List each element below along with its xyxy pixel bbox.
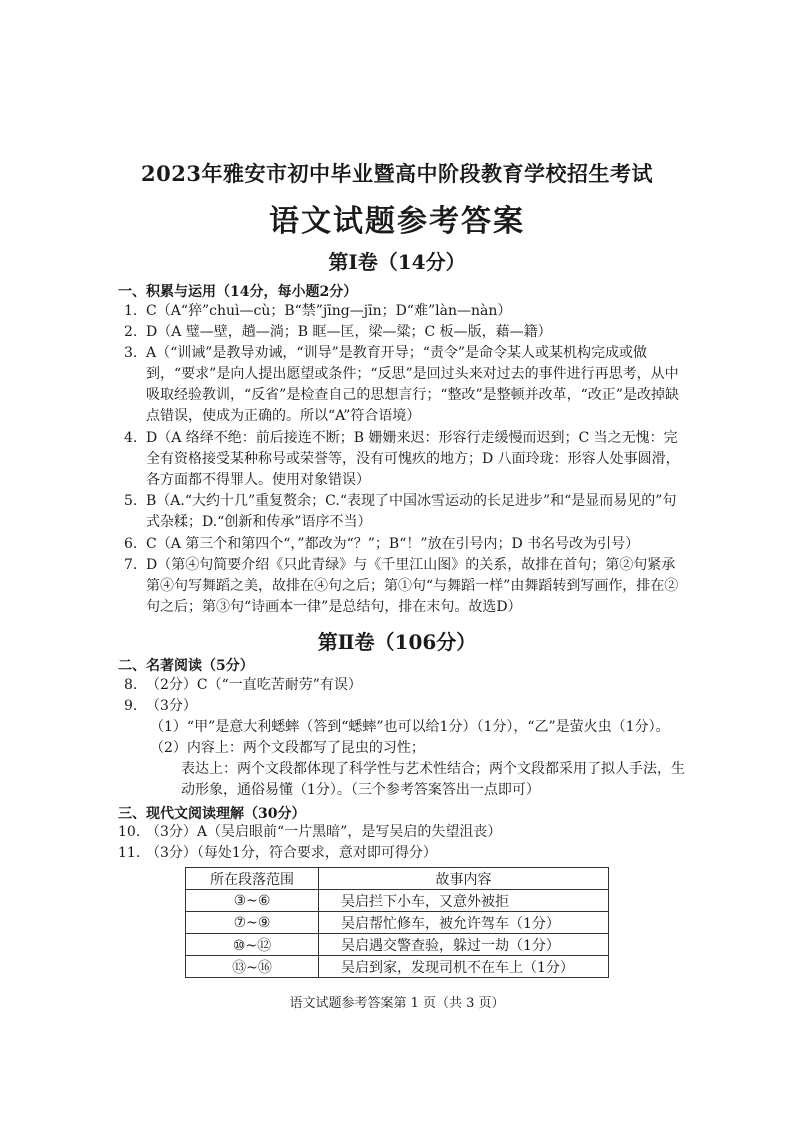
answer-9-part1: （1）“甲”是意大利蟋蟀（答到“蟋蟀”也可以给1分）（1分），“乙”是萤火虫（1分）。 <box>150 719 670 735</box>
item-number: 7. <box>124 557 138 573</box>
story-table <box>185 867 609 978</box>
item-number: 1. <box>124 303 138 319</box>
page-footer: 语文试题参考答案第 1 页（共 3 页） <box>289 996 505 1011</box>
answer-item-11 <box>118 843 678 864</box>
answer-item-8 <box>124 675 684 696</box>
answer-item-1 <box>124 301 684 322</box>
answer-item-3 <box>124 343 684 427</box>
item-number: 2. <box>124 324 138 340</box>
item-text: （3分）（每处1分，符合要求，意对即可得分） <box>146 845 437 861</box>
table-row <box>186 956 609 978</box>
part1-heading: 第Ⅰ卷（14分） <box>328 250 466 274</box>
answer-item-5 <box>124 491 684 533</box>
answer-item-9 <box>124 696 684 717</box>
table-row <box>186 890 609 912</box>
item-text: D（A 璧—壁，趟—淌；B 眶—匡，梁—粱；C 板—版，藉—籍） <box>146 324 552 340</box>
item-text: B（A.“大约十几”重复赘余；C.“表现了中国冰雪运动的长足进步”和“是显而易见的”句式杂糅；D.“创新和传承”语序不当） <box>146 493 677 530</box>
section2-heading: 二、名著阅读（5分） <box>118 658 254 674</box>
item-number: 4. <box>124 430 138 446</box>
part2-heading: 第Ⅱ卷（106分） <box>317 630 477 654</box>
answer-item-10 <box>118 822 678 843</box>
item-number: 11. <box>118 845 141 861</box>
table-cell: 吴启遇交警查验，躲过一劫（1分） <box>319 934 609 956</box>
item-text: （3分） <box>146 698 197 714</box>
item-text: D（A 络绎不绝：前后接连不断；B 姗姗来迟：形容行走缓慢而迟到；C 当之无愧：完全有资格接受某种称号或荣誉等，没有可愧疚的地方；D 八面玲珑：形容人处事圆滑，各方面都不得罪人。使用对象错误） <box>146 430 680 488</box>
answer-item-4 <box>124 428 684 491</box>
table-cell: 吴启帮忙修车，被允许驾车（1分） <box>319 912 609 934</box>
table-cell: ③~⑥ <box>186 890 319 912</box>
table-cell: 吴启拦下小车，又意外被拒 <box>319 890 609 912</box>
table-header-cell: 所在段落范围 <box>186 868 319 890</box>
item-text: （3分）A（吴启眼前“一片黑暗”，是写吴启的失望沮丧） <box>146 824 502 840</box>
answer-item-7 <box>124 555 684 618</box>
item-text: C（A“猝”chuì—cù；B“禁”jīng—jīn；D“难”làn—nàn） <box>146 303 512 319</box>
item-text: （2分）C（“一直吃苦耐劳”有误） <box>146 677 362 693</box>
exam-title: 2023年雅安市初中毕业暨高中阶段教育学校招生考试 <box>141 161 653 186</box>
table-row <box>186 934 609 956</box>
item-number: 5. <box>124 493 138 509</box>
answer-item-6 <box>124 534 684 555</box>
section3-heading: 三、现代文阅读理解（30分） <box>118 806 306 822</box>
table-header-cell: 故事内容 <box>319 868 609 890</box>
section1-heading: 一、积累与运用（14分，每小题2分） <box>118 284 358 300</box>
item-number: 8. <box>124 677 138 693</box>
item-number: 3. <box>124 345 138 361</box>
table-cell: ⑬~⑯ <box>186 956 319 978</box>
table-row <box>186 912 609 934</box>
answer-9-part2: （2）内容上：两个文段都写了昆虫的习性； <box>150 740 425 756</box>
answer-item-2 <box>124 322 684 343</box>
item-text: A（“训诫”是教导劝诫，“训导”是教育开导；“责令”是命令某人或某机构完成或做到，“要求”是向人提出愿望或条件；“反思”是回过头来对过去的事件进行再思考，从中吸取经验教训，“反省”是检查自己的思想言行；“整改”是整顿并改革，“改正”是改掉缺点错误，使成为正确的。所以“A”符合语境） <box>146 345 679 424</box>
item-text: C（A 第三个和第四个“，”都改为“？”；B“！”放在引号内；D 书名号改为引号） <box>146 536 640 552</box>
table-cell: ⑦~⑨ <box>186 912 319 934</box>
answer-9-part3: 表达上：两个文段都体现了科学性与艺术性结合；两个文段都采用了拟人手法，生动形象，通俗易懂（1分）。（三个参考答案答出一点即可） <box>181 761 685 798</box>
table-cell: ⑩~⑫ <box>186 934 319 956</box>
table-header-row <box>186 868 609 890</box>
table-cell: 吴启到家，发现司机不在车上（1分） <box>319 956 609 978</box>
item-number: 10. <box>118 824 141 840</box>
item-text: D（第④句简要介绍《只此青绿》与《千里江山图》的关系，故排在首句；第②句紧承第④句写舞蹈之美，故排在④句之后；第①句“与舞蹈一样”由舞蹈转到写画作，排在②句之后；第③句“诗画本一律”是总结句，排在末句。故选D） <box>146 557 679 615</box>
document-title: 语文试题参考答案 <box>269 204 525 239</box>
item-number: 6. <box>124 536 138 552</box>
item-number: 9. <box>124 698 138 714</box>
